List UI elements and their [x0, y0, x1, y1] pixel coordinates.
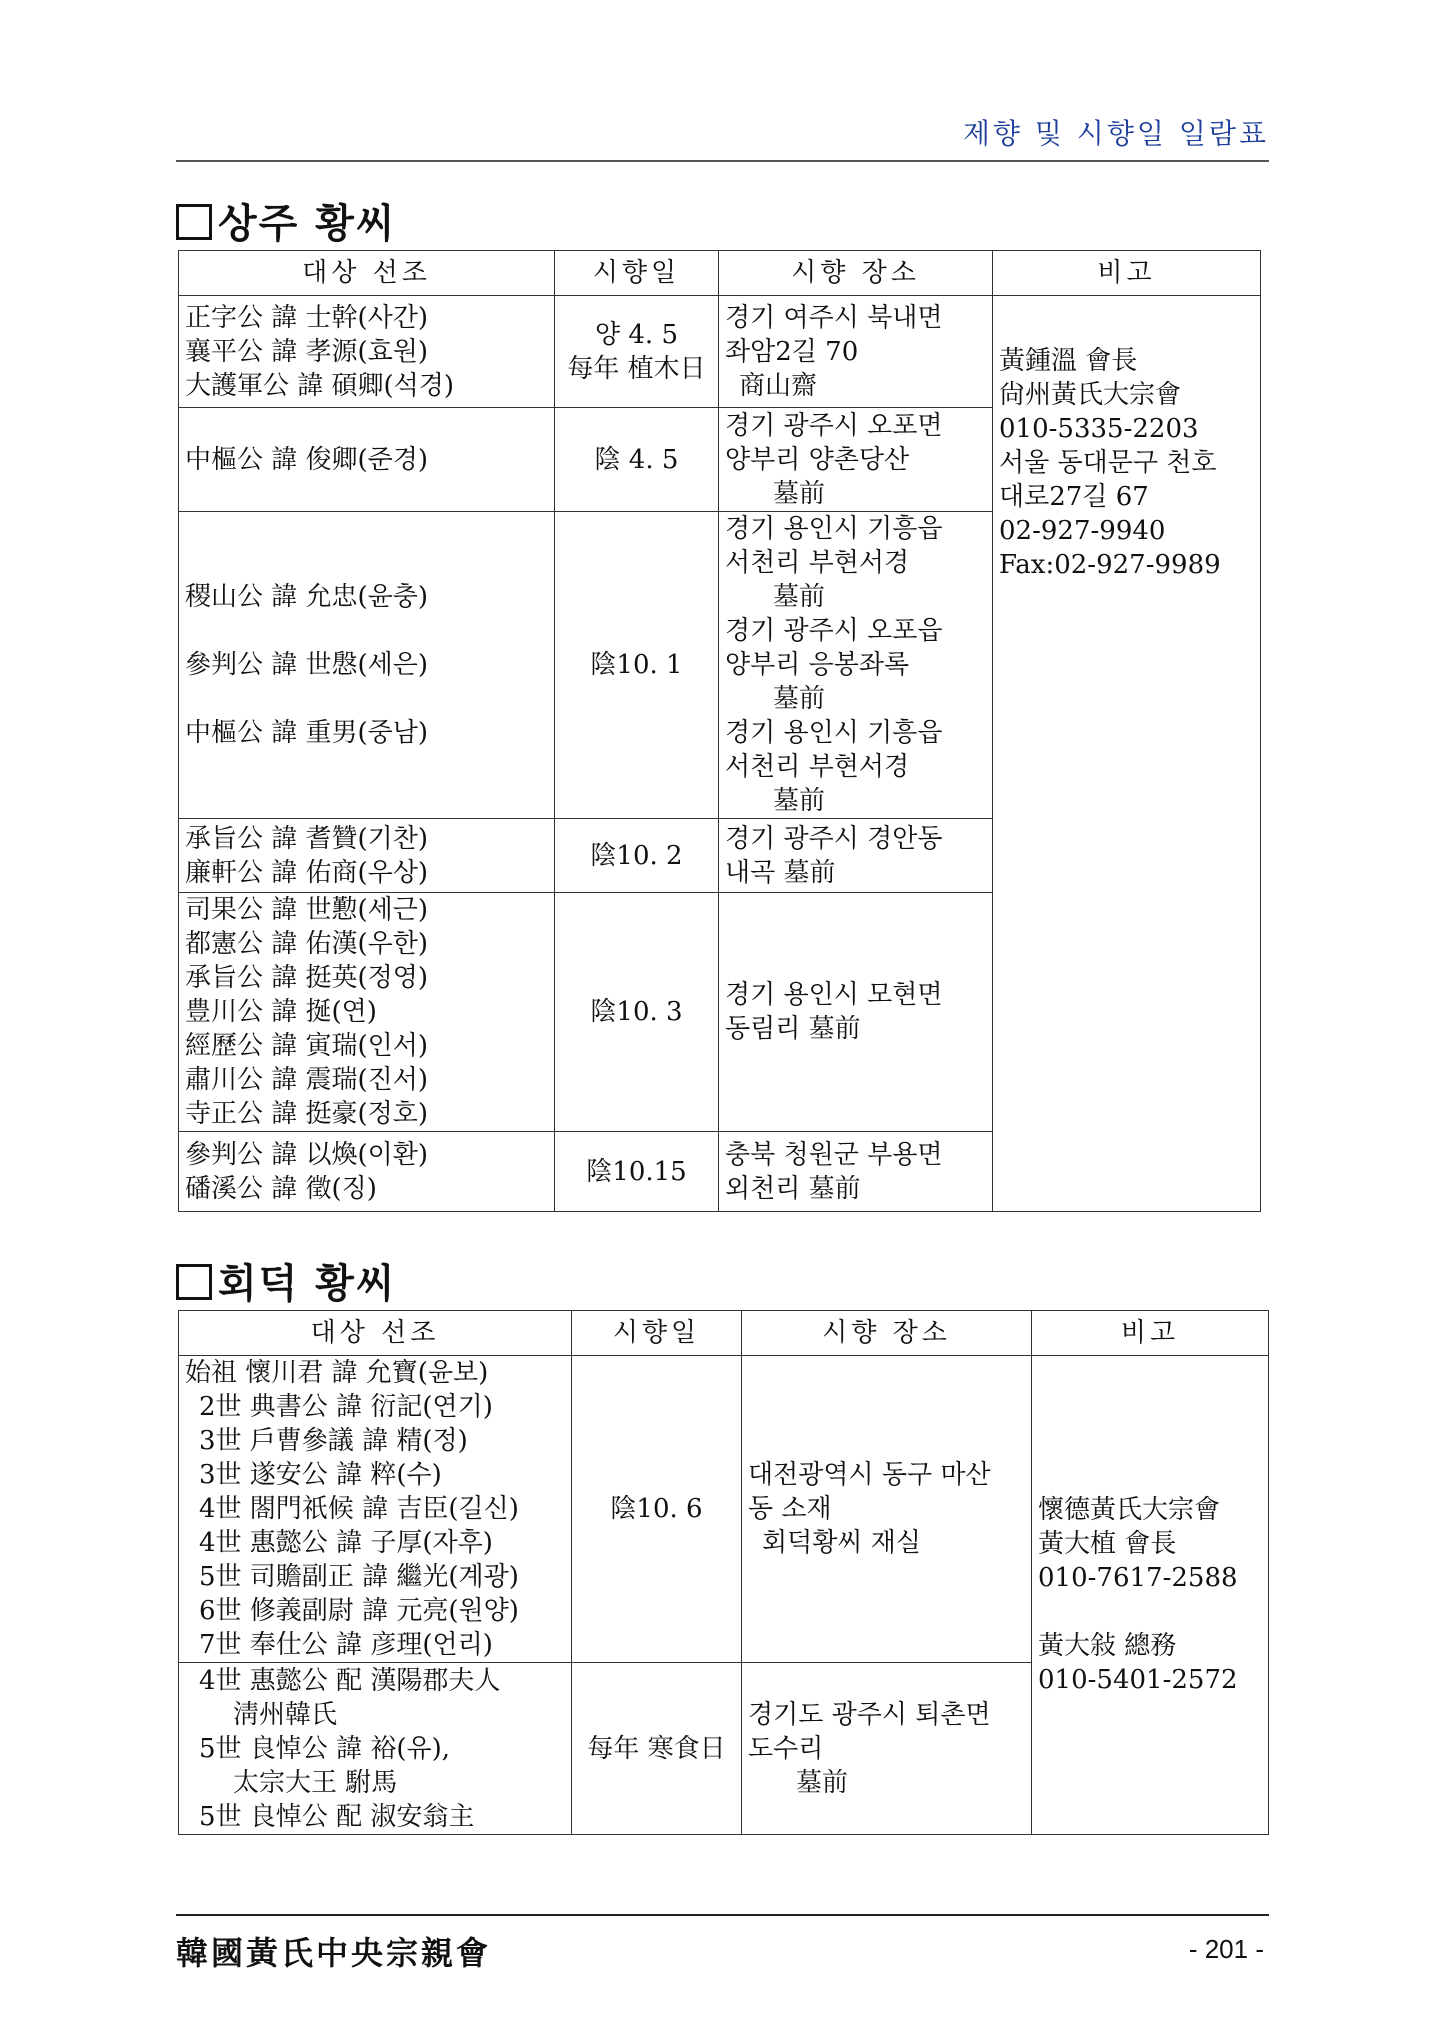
col-header-ancestor: 대상 선조	[179, 1311, 572, 1356]
place-text: 서천리 부현서경	[725, 752, 910, 782]
col-header-date: 시향일	[555, 251, 719, 296]
ancestor-cell	[179, 408, 555, 512]
note-text: Fax:02-927-9989	[999, 550, 1221, 580]
place-cell	[719, 512, 993, 819]
ancestor-name: 承旨公 諱 挺英(정영)	[185, 963, 429, 993]
col-header-date: 시향일	[572, 1311, 742, 1356]
date-cell	[572, 1356, 742, 1663]
ancestor-name: 7世 奉仕公 諱 彦理(언리)	[199, 1630, 493, 1660]
ancestor-name: 參判公 諱 世慇(세은)	[185, 650, 429, 680]
place-cell	[742, 1663, 1032, 1835]
place-text: 내곡 墓前	[725, 857, 836, 888]
square-bullet-icon	[176, 204, 212, 240]
place-text: 경기 광주시 오포면	[725, 410, 943, 441]
ancestor-name: 襄平公 諱 孝源(효원)	[185, 336, 429, 367]
page-number: - 201 -	[1188, 1934, 1264, 1964]
place-cell	[742, 1356, 1032, 1663]
place-text: 동림리 墓前	[725, 1014, 861, 1044]
place-text: 墓前	[773, 786, 826, 816]
place-text: 좌암2길 70	[725, 336, 859, 367]
date-text: 每年 植木日	[567, 353, 706, 384]
ancestor-name: 豊川公 諱 挻(연)	[185, 997, 377, 1027]
note-text: 대로27길 67	[999, 482, 1149, 512]
date-cell	[555, 512, 719, 819]
place-text: 墓前	[773, 478, 826, 509]
col-header-note: 비고	[1032, 1311, 1269, 1356]
col-header-place: 시향 장소	[742, 1311, 1032, 1356]
note-text: 서울 동대문구 천호	[999, 448, 1217, 478]
ancestor-cell	[179, 893, 555, 1132]
date-text: 陰10.15	[586, 1156, 687, 1187]
place-cell	[719, 296, 993, 408]
table-header-row	[179, 1311, 1269, 1356]
spacer	[1038, 1595, 1262, 1629]
ancestor-cell	[179, 1132, 555, 1212]
page-header-title: 제향 및 시향일 일람표	[962, 117, 1269, 150]
section-title-hoedeok	[176, 1252, 397, 1309]
ancestor-name: 司果公 諱 世懃(세근)	[185, 895, 429, 925]
ancestor-name: 始祖 懷川君 諱 允寶(윤보)	[185, 1358, 489, 1388]
ancestor-name: 5世 良悼公 配 淑安翁主	[199, 1801, 475, 1832]
ancestor-name: 中樞公 諱 重男(중남)	[185, 718, 429, 748]
place-text: 동 소재	[748, 1494, 832, 1524]
table-row	[179, 296, 1261, 408]
section-title-text: 회덕 황씨	[218, 1260, 397, 1307]
table-row	[179, 1356, 1269, 1663]
date-cell	[555, 819, 719, 893]
square-bullet-icon	[176, 1264, 212, 1300]
note-text: 02-927-9940	[999, 516, 1166, 546]
place-text: 경기 광주시 오포읍	[725, 616, 943, 646]
date-text: 陰10. 3	[590, 997, 683, 1027]
ancestor-name: 參判公 諱 以煥(이환)	[185, 1139, 429, 1170]
place-text: 경기도 광주시 퇴촌면	[748, 1699, 991, 1730]
ancestor-name: 3世 戶曹參議 諱 精(정)	[199, 1426, 468, 1456]
date-cell	[555, 1132, 719, 1212]
place-text: 회덕황씨 재실	[762, 1528, 921, 1558]
col-header-ancestor: 대상 선조	[179, 251, 555, 296]
ancestor-name: 正字公 諱 士幹(사간)	[185, 302, 429, 333]
note-cell	[1032, 1356, 1269, 1835]
ancestor-name: 4世 閤門祇候 諱 吉臣(길신)	[199, 1494, 519, 1524]
footer-organization: 韓國黃氏中央宗親會	[176, 1934, 492, 1972]
place-text: 경기 용인시 기흥읍	[725, 514, 943, 544]
ancestor-name: 5世 司贍副正 諱 繼光(계광)	[199, 1562, 519, 1592]
ancestor-name: 大護軍公 諱 碩卿(석경)	[185, 370, 455, 401]
place-text: 경기 광주시 경안동	[725, 823, 943, 854]
place-text: 경기 용인시 모현면	[725, 980, 943, 1010]
date-text: 陰10. 2	[590, 840, 683, 871]
table-hoedeok	[178, 1310, 1269, 1835]
place-text: 墓前	[773, 582, 826, 612]
place-cell	[719, 1132, 993, 1212]
date-cell	[555, 893, 719, 1132]
ancestor-cell	[179, 819, 555, 893]
date-text: 양 4. 5	[595, 319, 678, 350]
place-text: 경기 여주시 북내면	[725, 302, 943, 333]
ancestor-name: 經歷公 諱 寅瑞(인서)	[185, 1031, 429, 1061]
table-sangju	[178, 250, 1261, 1212]
note-text: 懷德黃氏大宗會	[1038, 1495, 1221, 1525]
date-cell	[555, 408, 719, 512]
ancestor-name: 寺正公 諱 挺豪(정호)	[185, 1099, 429, 1129]
note-text: 黃大敍 總務	[1038, 1631, 1177, 1661]
place-text: 경기 용인시 기흥읍	[725, 718, 943, 748]
ancestor-name: 6世 修義副尉 諱 元亮(원양)	[199, 1596, 519, 1626]
ancestor-name: 2世 典書公 諱 衍記(연기)	[199, 1392, 493, 1422]
place-cell	[719, 893, 993, 1132]
ancestor-name: 太宗大王 駙馬	[233, 1767, 398, 1798]
footer-divider	[176, 1914, 1269, 1916]
header-divider	[176, 160, 1269, 162]
spacer	[185, 614, 548, 648]
note-text: 黃鍾溫 會長	[999, 346, 1138, 376]
ancestor-name: 稷山公 諱 允忠(윤충)	[185, 582, 429, 612]
ancestor-cell	[179, 1356, 572, 1663]
note-text: 010-7617-2588	[1038, 1563, 1238, 1593]
ancestor-name: 都憲公 諱 佑漢(우한)	[185, 929, 429, 959]
ancestor-name: 3世 遂安公 諱 粹(수)	[199, 1460, 442, 1490]
ancestor-name: 4世 惠懿公 配 漢陽郡夫人	[199, 1665, 501, 1696]
section-title-text: 상주 황씨	[218, 200, 397, 247]
date-cell	[572, 1663, 742, 1835]
place-text: 도수리	[748, 1733, 824, 1764]
place-cell	[719, 408, 993, 512]
note-text: 010-5401-2572	[1038, 1665, 1238, 1695]
ancestor-cell	[179, 512, 555, 819]
place-cell	[719, 819, 993, 893]
date-text: 陰10. 6	[610, 1494, 703, 1524]
ancestor-name: 中樞公 諱 俊卿(준경)	[185, 444, 429, 475]
date-text: 每年 寒食日	[587, 1733, 726, 1764]
date-cell	[555, 296, 719, 408]
col-header-place: 시향 장소	[719, 251, 993, 296]
ancestor-name: 4世 惠懿公 諱 子厚(자후)	[199, 1528, 493, 1558]
table-header-row	[179, 251, 1261, 296]
place-text: 商山齋	[739, 370, 818, 401]
note-text: 尙州黃氏大宗會	[999, 380, 1182, 410]
place-text: 墓前	[773, 684, 826, 714]
ancestor-name: 肅川公 諱 震瑞(진서)	[185, 1065, 429, 1095]
ancestor-name: 5世 良悼公 諱 裕(유),	[199, 1733, 451, 1764]
place-text: 양부리 양촌당산	[725, 444, 910, 475]
place-text: 서천리 부현서경	[725, 548, 910, 578]
place-text: 충북 청원군 부용면	[725, 1139, 943, 1170]
ancestor-name: 廉軒公 諱 佑商(우상)	[185, 857, 429, 888]
spacer	[185, 682, 548, 716]
ancestor-cell	[179, 1663, 572, 1835]
ancestor-cell	[179, 296, 555, 408]
date-text: 陰10. 1	[590, 650, 683, 680]
place-text: 대전광역시 동구 마산	[748, 1460, 991, 1490]
note-cell	[993, 296, 1261, 1212]
place-text: 墓前	[796, 1767, 849, 1798]
ancestor-name: 淸州韓氏	[233, 1699, 338, 1730]
col-header-note: 비고	[993, 251, 1261, 296]
place-text: 외천리 墓前	[725, 1173, 861, 1204]
note-text: 010-5335-2203	[999, 414, 1199, 444]
place-text: 양부리 응봉좌록	[725, 650, 910, 680]
note-text: 黃大植 會長	[1038, 1529, 1177, 1559]
ancestor-name: 磻溪公 諱 徵(징)	[185, 1173, 377, 1204]
section-title-sangju	[176, 192, 397, 249]
ancestor-name: 承旨公 諱 耆贊(기찬)	[185, 823, 429, 854]
date-text: 陰 4. 5	[594, 444, 679, 475]
